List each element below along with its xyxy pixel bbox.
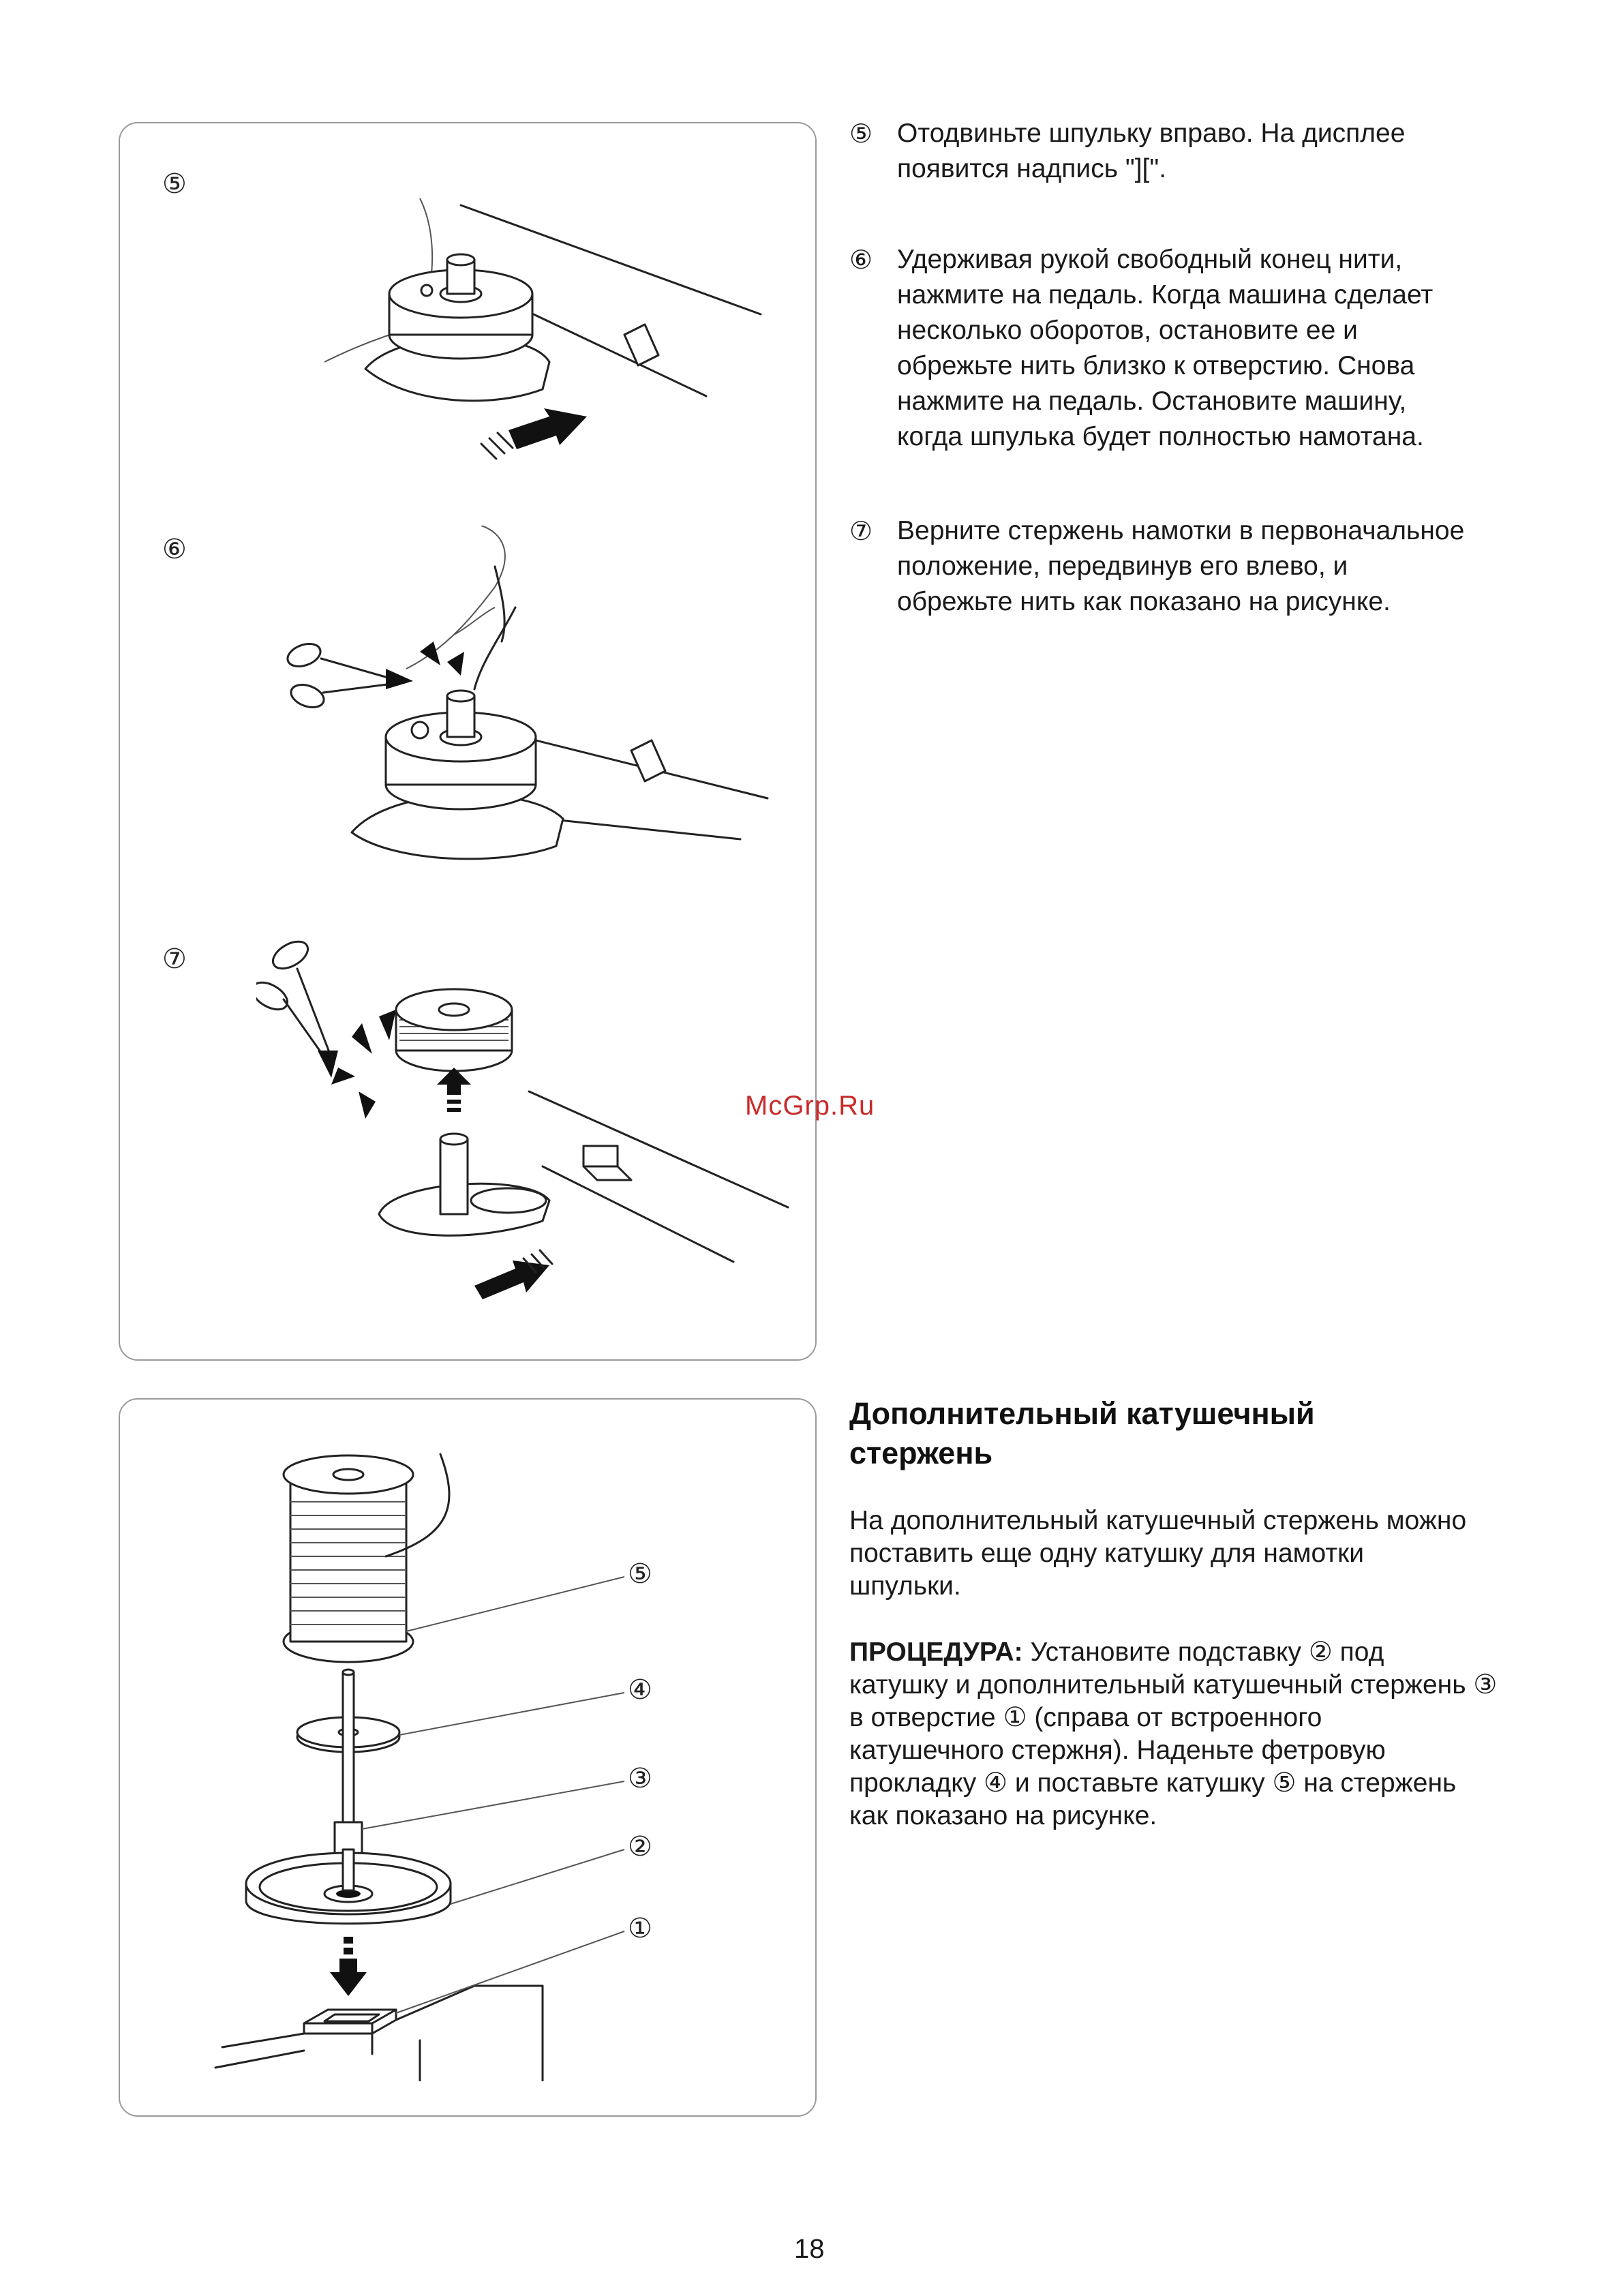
figure-panel-winding-steps — [119, 122, 817, 1361]
figure-panel-spool-pin — [119, 1398, 817, 2117]
procedure-line — [849, 1636, 1558, 1669]
bobbin-winder-push-right-illustration — [324, 192, 788, 512]
section-title-line: стержень — [849, 1436, 993, 1470]
figure-label-6: ⑥ — [162, 534, 187, 565]
step-line: несколько оборотов, остановите ее и — [897, 316, 1358, 345]
text-run: катушку и дополнительный катушечный стержень — [849, 1670, 1474, 1700]
figure-label-7: ⑦ — [162, 943, 187, 975]
watermark: McGrp.Ru — [745, 1091, 875, 1121]
intro-line: поставить еще одну катушку для намотки — [849, 1539, 1364, 1568]
step-5-text — [849, 116, 1565, 187]
additional-spool-pin-illustration — [188, 1440, 747, 2081]
ref-marker: ④ — [984, 1768, 1008, 1798]
callout-spool-holder: ② — [628, 1831, 652, 1862]
step-line: появится надпись "][". — [897, 154, 1167, 183]
step-line: Удерживая рукой свободный конец нити, — [897, 245, 1403, 274]
ref-marker: ③ — [1473, 1670, 1498, 1700]
step-line: положение, передвинув его влево, и — [897, 552, 1348, 581]
step-6-marker: ⑥ — [849, 245, 873, 275]
text-run: прокладку — [849, 1768, 984, 1798]
cut-thread-near-hole-illustration — [277, 526, 808, 880]
callout-spool-pin: ③ — [628, 1763, 652, 1794]
procedure-line — [849, 1702, 1558, 1734]
procedure-paragraph — [849, 1636, 1558, 1832]
step-7-text — [849, 513, 1565, 620]
callout-spool: ⑤ — [628, 1558, 652, 1590]
procedure-line — [849, 1734, 1558, 1767]
callout-hole: ① — [628, 1913, 652, 1944]
section-title-line: Дополнительный катушечный — [849, 1396, 1315, 1431]
step-line: нажмите на педаль. Остановите машину, — [897, 387, 1407, 416]
procedure-line — [849, 1767, 1558, 1800]
text-run: Установите подставку — [1022, 1637, 1309, 1667]
procedure-line — [849, 1669, 1558, 1702]
step-line: Верните стержень намотки в первоначальное — [897, 516, 1465, 545]
section-title — [849, 1394, 1531, 1473]
step-line: нажмите на педаль. Когда машина сделает — [897, 280, 1434, 309]
return-winder-left-illustration — [256, 921, 802, 1303]
text-run: и поставьте катушку — [1007, 1768, 1273, 1798]
section-intro — [849, 1505, 1558, 1603]
text-run: под — [1332, 1637, 1384, 1667]
intro-line: На дополнительный катушечный стержень можно — [849, 1506, 1467, 1535]
step-7-marker: ⑦ — [849, 516, 873, 546]
text-run: (справа от встроенного — [1027, 1703, 1322, 1732]
text-run: как показано на рисунке. — [849, 1801, 1157, 1830]
text-run: в отверстие — [849, 1703, 1003, 1732]
ref-marker: ① — [1003, 1702, 1027, 1733]
step-6-text — [849, 242, 1565, 455]
step-line: обрежьте нить близко к отверстию. Снова — [897, 351, 1415, 380]
step-line: Отодвиньте шпульку вправо. На дисплее — [897, 119, 1406, 148]
page-number: 18 — [794, 2234, 825, 2264]
step-line: когда шпулька будет полностью намотана. — [897, 422, 1424, 451]
intro-line: шпульки. — [849, 1571, 961, 1601]
ref-marker: ⑤ — [1272, 1768, 1296, 1798]
procedure-line — [849, 1800, 1558, 1832]
figure-label-5: ⑤ — [162, 168, 187, 200]
step-5-marker: ⑤ — [849, 119, 873, 149]
callout-felt-pad: ④ — [628, 1674, 652, 1706]
procedure-label: ПРОЦЕДУРА: — [849, 1637, 1023, 1667]
step-line: обрежьте нить как показано на рисунке. — [897, 587, 1391, 616]
ref-marker: ② — [1308, 1637, 1333, 1667]
text-run: на стержень — [1296, 1768, 1457, 1798]
text-run: катушечного стержня). Наденьте фетровую — [849, 1736, 1386, 1765]
